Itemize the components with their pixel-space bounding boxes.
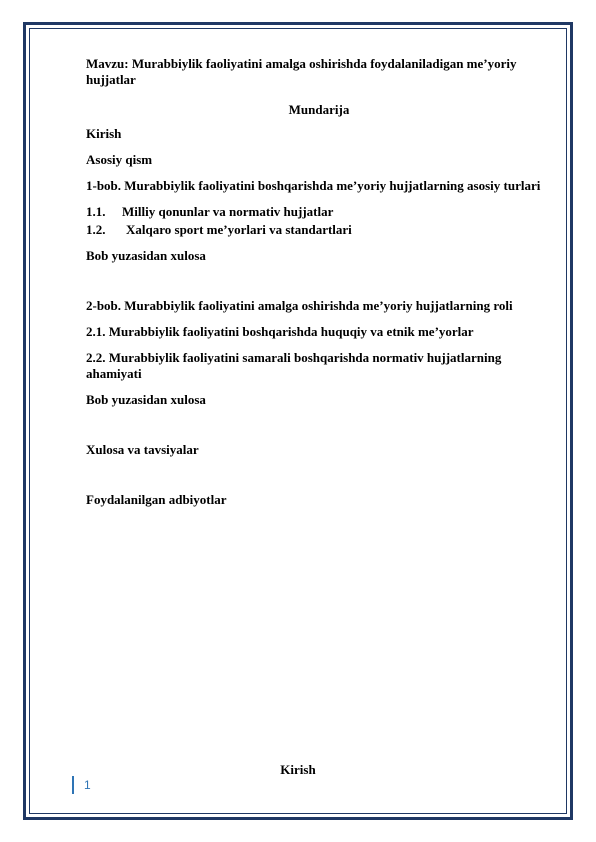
toc-entry-section-2-2: 2.2. Murabbiylik faoliyatini samarali boshqarishda normativ hujjatlarning ahamiyati (86, 350, 502, 381)
document-body (86, 56, 552, 508)
section-number: 1.1. (86, 204, 106, 219)
toc-entry-conclusion: Xulosa va tavsiyalar (86, 442, 199, 457)
toc-entry-chapter-2: 2-bob. Murabbiylik faoliyatini amalga oshirishda me’yoriy hujjatlarning roli (86, 298, 513, 313)
toc-entry-section-1-2 (86, 222, 552, 238)
toc-heading: Mundarija (288, 102, 350, 117)
toc-entry-section-2-1: 2.1. Murabbiylik faoliyatini boshqarishda huquqiy va etnik me’yorlar (86, 324, 474, 339)
next-section-heading: Kirish (280, 762, 316, 777)
section-text: Xalqaro sport me’yorlari va standartlari (126, 222, 352, 237)
section-text: Milliy qonunlar va normativ hujjatlar (122, 204, 334, 219)
document-title: Mavzu: Murabbiylik faoliyatini amalga oshirishda foydalaniladigan me’yoriy hujjatlar (86, 56, 517, 87)
toc-entry-intro: Kirish (86, 126, 122, 141)
toc-entry-chapter-1: 1-bob. Murabbiylik faoliyatini boshqarishda me’yoriy hujjatlarning asosiy turlari (86, 178, 541, 193)
toc-entry-section-1-1 (86, 204, 552, 220)
toc-entry-chapter-1-conclusion: Bob yuzasidan xulosa (86, 248, 206, 263)
page-number: 1 (72, 776, 91, 794)
toc-entry-main-part: Asosiy qism (86, 152, 153, 167)
toc-entry-chapter-2-conclusion: Bob yuzasidan xulosa (86, 392, 206, 407)
section-number: 1.2. (86, 222, 106, 237)
toc-entry-references: Foydalanilgan adbiyotlar (86, 492, 227, 507)
